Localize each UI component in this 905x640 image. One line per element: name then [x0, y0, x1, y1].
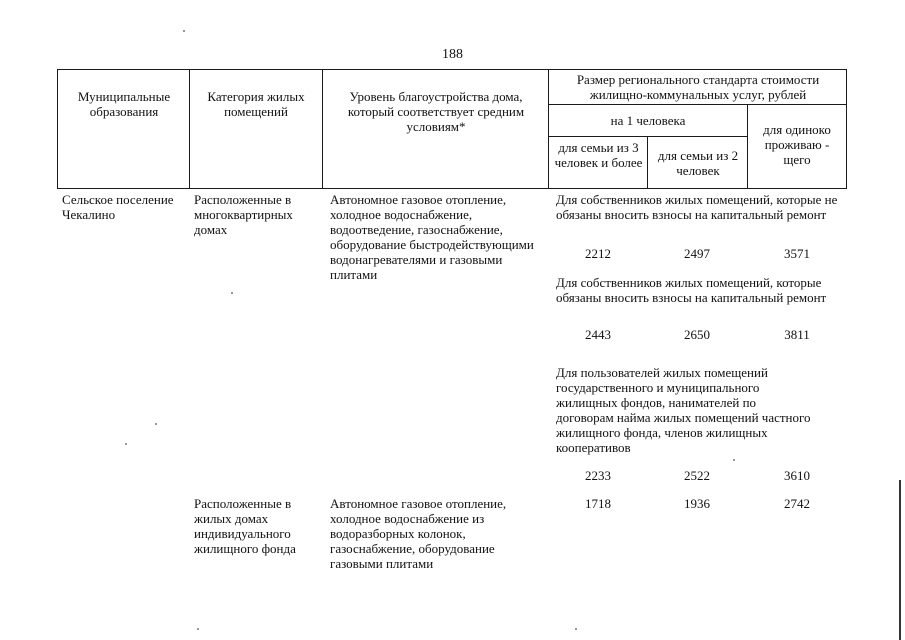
group-label: Для пользователей жилых помещений государственного и муниципального жилищных фондов, нанимателей по договорам найма жилых помещений частного жилищного фонда, членов жилищных кооперативов: [556, 365, 811, 455]
scan-edge: [899, 480, 901, 640]
value-single: 3610: [784, 468, 810, 483]
value-family-3: 2233: [585, 468, 611, 483]
page-number: 188: [442, 47, 463, 62]
value-family-3: 2443: [585, 327, 611, 342]
scan-speck: [125, 443, 127, 445]
row-comfort: Автономное газовое отопление, холодное водоснабжение из водоразборных колонок, газоснабжение, оборудование газовыми плитами: [330, 496, 507, 571]
header-comfort-level: Уровень благоустройства дома, который соответствует средним условиям*: [347, 89, 525, 134]
value-family-3: 1718: [585, 496, 611, 511]
group-label: Для собственников жилых помещений, которые обязаны вносить взносы на капитальный ремонт: [556, 275, 827, 305]
header-municipality: Муниципальные образования: [77, 89, 171, 119]
value-single: 2742: [784, 496, 810, 511]
row-comfort: Автономное газовое отопление, холодное водоснабжение, водоотведение, газоснабжение, оборудование быстродействующими водонагревателями и газовыми плитами: [330, 192, 534, 282]
value-family-3: 2212: [585, 246, 611, 261]
scan-speck: [155, 423, 157, 425]
header-standard-size: Размер регионального стандарта стоимости жилищно-коммунальных услуг, рублей: [576, 72, 820, 102]
group-label: Для собственников жилых помещений, которые не обязаны вносить взносы на капитальный ремонт: [556, 192, 838, 222]
row-category: Расположенные в жилых домах индивидуального жилищного фонда: [194, 496, 296, 556]
scan-speck: [183, 30, 185, 32]
header-housing-category: Категория жилых помещений: [207, 89, 305, 119]
header-family-2: для семьи из 2 человек: [657, 148, 739, 178]
value-single: 3571: [784, 246, 810, 261]
header-per-person: на 1 человека: [610, 113, 686, 128]
value-family-2: 2497: [684, 246, 710, 261]
scan-speck: [197, 628, 199, 630]
header-family-3: для семьи из 3 человек и более: [554, 140, 643, 170]
value-family-2: 2650: [684, 327, 710, 342]
header-single: для одиноко проживаю - щего: [763, 122, 831, 167]
scan-speck: [733, 459, 735, 461]
value-family-2: 2522: [684, 468, 710, 483]
row-municipality: Сельское поселение Чекалино: [62, 192, 174, 222]
scan-speck: [575, 628, 577, 630]
row-category: Расположенные в многоквартирных домах: [194, 192, 293, 237]
scan-speck: [231, 292, 233, 294]
value-single: 3811: [784, 327, 810, 342]
value-family-2: 1936: [684, 496, 710, 511]
